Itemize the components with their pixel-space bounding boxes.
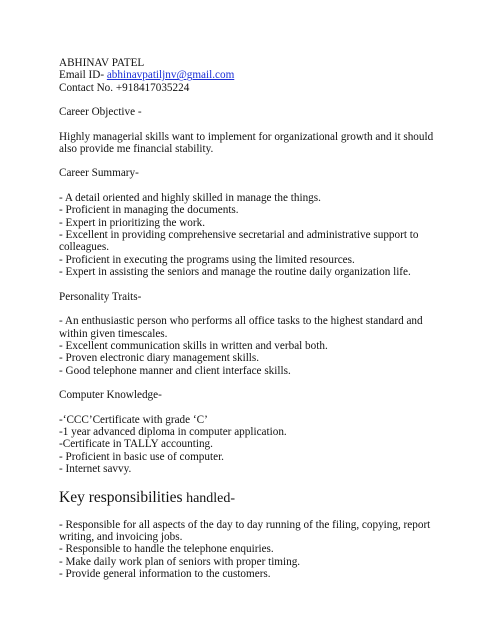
header-block xyxy=(59,57,439,94)
spacer xyxy=(59,402,439,414)
personality-traits-list xyxy=(59,315,439,377)
key-heading-part3: handled- xyxy=(182,490,236,506)
list-item: -Certificate in TALLY accounting. xyxy=(59,438,213,451)
email-line xyxy=(59,69,439,81)
list-item: - Responsible for all aspects of the day to day running of the filing, copying, report writing, and invoicing jobs. xyxy=(59,518,431,543)
list-item: - Proven electronic diary management skills. xyxy=(59,352,260,365)
list-item: - Proficient in managing the documents. xyxy=(59,204,239,217)
list-item: - A detail oriented and highly skilled in manage the things. xyxy=(59,191,321,204)
list-item: - Proficient in basic use of computer. xyxy=(59,450,224,463)
key-heading-part1: Key xyxy=(59,488,89,506)
career-summary-list xyxy=(59,192,439,279)
list-item: - Responsible to handle the telephone enquiries. xyxy=(59,543,274,556)
list-item: - Excellent communication skills in written and verbal both. xyxy=(59,339,328,352)
personality-traits-heading: Personality Traits- xyxy=(59,290,142,303)
candidate-name: ABHINAV PATEL xyxy=(59,57,145,69)
list-item: -‘CCC’Certificate with grade ‘C’ xyxy=(59,413,208,426)
list-item: - Good telephone manner and client interface skills. xyxy=(59,364,291,377)
email-link[interactable]: abhinavpatiljnv@gmail.com xyxy=(106,69,235,82)
list-item: - Make daily work plan of seniors with proper timing. xyxy=(59,555,301,568)
list-item: - Proficient in executing the programs using the limited resources. xyxy=(59,253,355,266)
spacer xyxy=(59,155,439,167)
spacer xyxy=(59,119,439,131)
list-item: - Internet savvy. xyxy=(59,463,132,476)
key-responsibilities-heading xyxy=(59,489,439,508)
spacer xyxy=(59,94,439,106)
list-item: - Expert in prioritizing the work. xyxy=(59,216,206,229)
resume-content xyxy=(59,57,439,581)
computer-knowledge-list xyxy=(59,414,439,476)
key-heading-part2: responsibilities xyxy=(88,488,183,506)
career-objective-heading: Career Objective - xyxy=(59,106,142,119)
career-summary-heading: Career Summary- xyxy=(59,167,139,180)
key-responsibilities-list xyxy=(59,519,439,581)
spacer xyxy=(59,303,439,315)
computer-knowledge-heading: Computer Knowledge- xyxy=(59,389,162,402)
spacer xyxy=(59,180,439,192)
list-item: - Excellent in providing comprehensive secretarial and administrative support to colleagues. xyxy=(59,229,419,254)
list-item: - Expert in assisting the seniors and manage the routine daily organization life. xyxy=(59,266,411,279)
spacer xyxy=(59,508,439,519)
spacer xyxy=(59,377,439,389)
spacer xyxy=(59,279,439,291)
list-item: - An enthusiastic person who performs all office tasks to the highest standard and within given timescales. xyxy=(59,315,423,340)
contact-number: Contact No. +918417035224 xyxy=(59,81,190,94)
list-item: -1 year advanced diploma in computer application. xyxy=(59,425,287,438)
spacer xyxy=(59,476,439,487)
list-item: - Provide general information to the customers. xyxy=(59,568,271,581)
email-label: Email ID- xyxy=(59,69,107,82)
career-objective-text: Highly managerial skills want to implement for organizational growth and it should also provide me financial stability. xyxy=(59,130,434,156)
